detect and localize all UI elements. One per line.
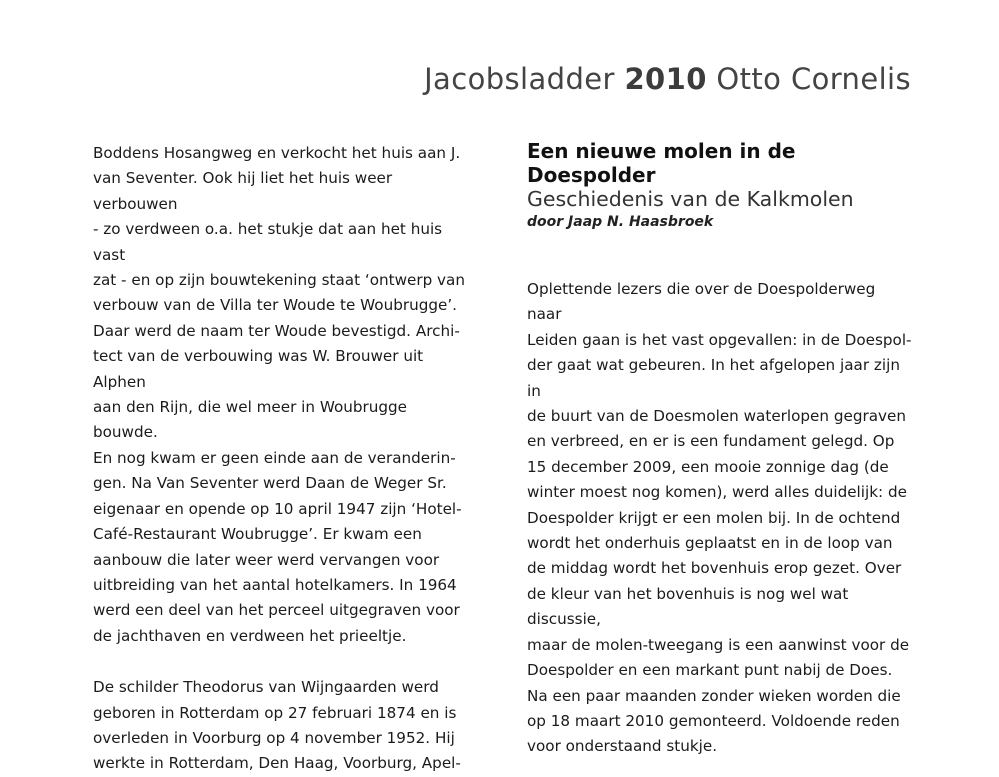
text-line: de kleur van het bovenhuis is nog wel wat discussie, <box>527 584 849 629</box>
header-year: 2010 <box>624 62 707 96</box>
paragraph-gap <box>527 232 912 277</box>
right-paragraph <box>527 277 912 760</box>
text-line: uitbreiding van het aantal hotelkamers. In 1964 <box>93 575 457 594</box>
text-line: Daar werd de naam ter Woude bevestigd. Archi- <box>93 321 460 340</box>
text-line: zat - en op zijn bouwtekening staat ‘ontwerp van <box>93 271 465 290</box>
text-line: winter moest nog komen), werd alles duidelijk: de <box>527 483 907 502</box>
text-line: op 18 maart 2010 gemonteerd. Voldoende reden <box>527 711 900 730</box>
text-line: Na een paar maanden zonder wieken worden die <box>527 686 901 705</box>
text-line: gen. Na Van Seventer werd Daan de Weger Sr. <box>93 474 447 493</box>
text-line: der gaat wat gebeuren. In het afgelopen jaar zijn in <box>527 356 900 400</box>
right-column <box>527 139 912 760</box>
page-header <box>424 62 911 96</box>
text-line: maar de molen-tweegang is een aanwinst voor de <box>527 635 910 654</box>
text-line: De schilder Theodorus van Wijngaarden werd <box>93 678 439 697</box>
text-line: Doespolder krijgt er een molen bij. In de ochtend <box>527 508 901 527</box>
text-line: de buurt van de Doesmolen waterlopen gegraven <box>527 407 906 426</box>
text-line: Oplettende lezers die over de Doespolderweg naar <box>527 280 876 324</box>
article-byline: door Jaap N. Haasbroek <box>527 214 714 230</box>
text-line: En nog kwam er geen einde aan de veranderin- <box>93 448 456 467</box>
text-line: verbouw van de Villa ter Woude te Woubrugge’. <box>93 296 457 315</box>
text-line: en verbreed, en er is een fundament gelegd. Op <box>527 432 895 451</box>
text-line: wordt het onderhuis geplaatst en in de loop van <box>527 534 893 553</box>
article-title <box>527 139 912 187</box>
left-paragraph-1 <box>93 141 475 649</box>
left-paragraph-2 <box>93 675 475 777</box>
text-line: Doespolder en een markant punt nabij de Does. <box>527 661 893 680</box>
text-line: eigenaar en opende op 10 april 1947 zijn ‘Hotel- <box>93 499 462 518</box>
article-title-line: Een nieuwe molen in de <box>527 139 796 163</box>
article-subtitle: Geschiedenis van de Kalkmolen <box>527 187 854 211</box>
header-title-end: Otto Cornelis <box>706 62 911 96</box>
header-title-start: Jacobsladder <box>424 62 625 96</box>
article-title-line: Doespolder <box>527 163 656 187</box>
text-line: aan den Rijn, die wel meer in Woubrugge bouwde. <box>93 398 408 442</box>
text-line: - zo verdween o.a. het stukje dat aan het huis vast <box>93 220 443 264</box>
paragraph-gap <box>93 649 475 675</box>
text-line: van Seventer. Ook hij liet het huis weer verbouwen <box>93 169 393 213</box>
text-line: de jachthaven en verdween het prieeltje. <box>93 626 407 645</box>
text-line: voor onderstaand stukje. <box>527 737 718 756</box>
left-column <box>93 141 475 777</box>
text-line: Boddens Hosangweg en verkocht het huis aan J. <box>93 144 461 162</box>
text-line: werd een deel van het perceel uitgegraven voor <box>93 601 460 620</box>
text-line: tect van de verbouwing was W. Brouwer uit Alphen <box>93 347 424 391</box>
text-line: Leiden gaan is het vast opgevallen: in de Doespol- <box>527 330 912 349</box>
text-line: 15 december 2009, een mooie zonnige dag (de <box>527 457 889 476</box>
text-line: aanbouw die later weer werd vervangen voor <box>93 550 440 569</box>
text-line: werkte in Rotterdam, Den Haag, Voorburg, Apel- <box>93 754 461 773</box>
text-line: Café-Restaurant Woubrugge’. Er kwam een <box>93 525 422 544</box>
text-line: de middag wordt het bovenhuis erop gezet. Over <box>527 559 902 578</box>
text-line: overleden in Voorburg op 4 november 1952. Hij <box>93 728 455 747</box>
text-line: geboren in Rotterdam op 27 februari 1874 en is <box>93 703 457 722</box>
